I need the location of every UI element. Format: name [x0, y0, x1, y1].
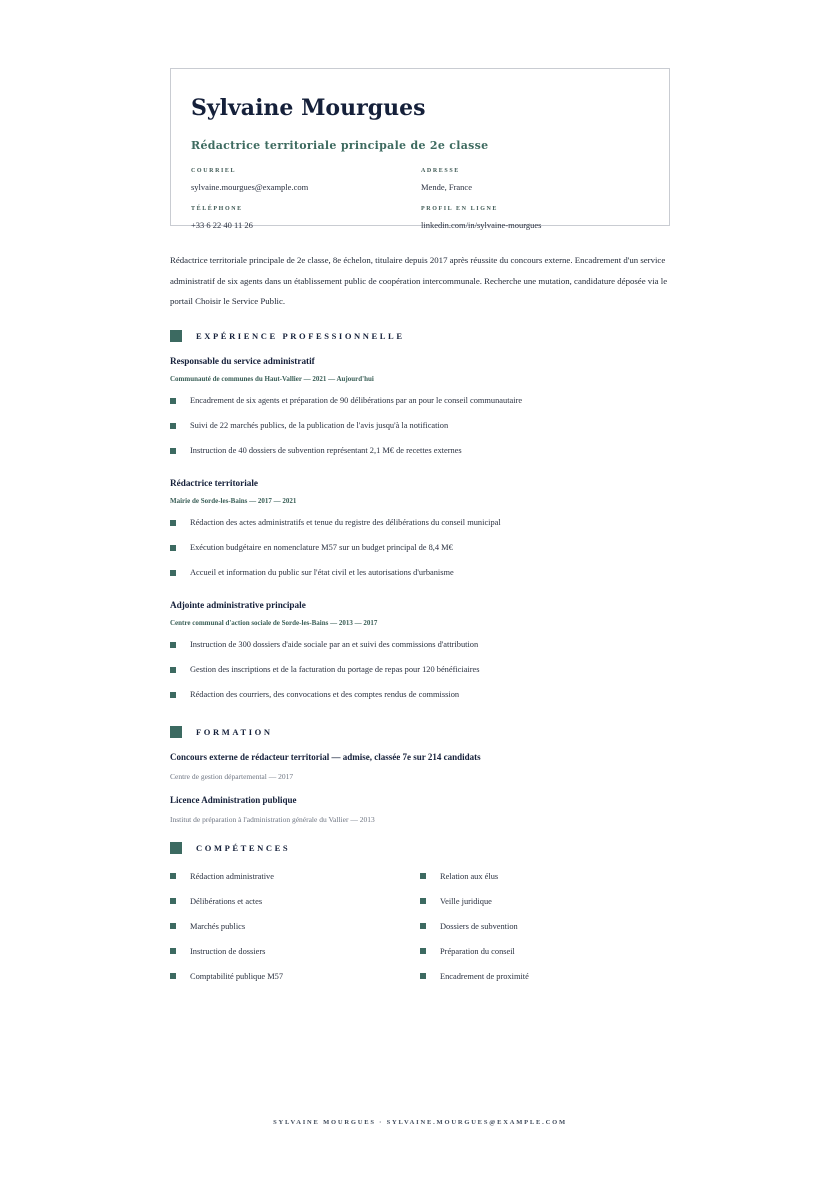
list-item — [170, 658, 670, 683]
job-bullets — [170, 511, 670, 586]
bullet-square-icon — [420, 873, 426, 879]
bullet-text: Accueil et information du public sur l'état civil et les autorisations d'urbanisme — [190, 568, 454, 577]
skill-item — [170, 964, 420, 989]
list-item — [170, 536, 670, 561]
bullet-square-icon — [170, 973, 176, 979]
contact-label: PROFIL EN LIGNE — [421, 206, 499, 212]
job-meta: Mairie de Sorde-les-Bains — 2017 — 2021 — [170, 496, 297, 505]
skill-item — [420, 914, 670, 939]
candidate-name: Sylvaine Mourgues — [191, 95, 426, 121]
bullet-square-icon — [170, 873, 176, 879]
bullet-square-icon — [170, 642, 176, 648]
job-bullets — [170, 633, 670, 708]
education-title: Concours externe de rédacteur territorial — admise, classée 7e sur 214 candidats — [170, 751, 481, 762]
section-square-icon — [170, 330, 182, 342]
contact-address — [421, 168, 651, 206]
skill-item — [170, 939, 420, 964]
contact-label: ADRESSE — [421, 168, 460, 174]
bullet-square-icon — [170, 923, 176, 929]
section-square-icon — [170, 726, 182, 738]
address-value: Mende, France — [421, 182, 472, 192]
profile-summary: Rédactrice territoriale principale de 2e classe, 8e échelon, titulaire depuis 2017 après réussite du concours externe. Encadrement d'un service administratif de six agents dans un établissement public de coopération intercommunale. Recherche une mutation, candidature déposée via le portail Choisir le Service Public. — [170, 255, 668, 306]
skill-text: Marchés publics — [190, 921, 246, 931]
candidate-role: Rédactrice territoriale principale de 2e classe — [191, 139, 489, 152]
bullet-text: Rédaction des courriers, des convocations et des comptes rendus de commission — [190, 690, 460, 699]
list-item — [170, 561, 670, 586]
skill-text: Encadrement de proximité — [440, 971, 529, 981]
phone-value: +33 6 22 40 11 26 — [191, 220, 253, 230]
resume-page — [170, 68, 670, 989]
bullet-square-icon — [170, 898, 176, 904]
job-title: Rédactrice territoriale — [170, 477, 258, 488]
bullet-square-icon — [420, 973, 426, 979]
skill-item — [170, 864, 420, 889]
bullet-text: Encadrement de six agents et préparation de 90 délibérations par an pour le conseil communautaire — [190, 396, 523, 405]
section-header-formation — [170, 726, 670, 738]
skill-text: Rédaction administrative — [190, 871, 274, 881]
section-header-competences — [170, 842, 670, 854]
list-item — [170, 511, 670, 536]
section-header-experience — [170, 330, 670, 342]
skill-item — [420, 939, 670, 964]
job-entry — [170, 600, 670, 708]
job-title: Adjointe administrative principale — [170, 599, 306, 610]
bullet-text: Suivi de 22 marchés publics, de la publication de l'avis jusqu'à la notification — [190, 421, 449, 430]
bullet-square-icon — [170, 545, 176, 551]
skill-text: Relation aux élus — [440, 871, 499, 881]
section-title: FORMATION — [196, 726, 273, 737]
list-item — [170, 633, 670, 658]
contact-label: COURRIEL — [191, 168, 237, 174]
job-meta: Communauté de communes du Haut-Vallier — 2021 — Aujourd'hui — [170, 374, 374, 383]
bullet-text: Gestion des inscriptions et de la facturation du portage de repas pour 120 bénéficiaires — [190, 665, 480, 674]
list-item — [170, 389, 670, 414]
skill-text: Instruction de dossiers — [190, 946, 266, 956]
job-entry — [170, 356, 670, 464]
skill-text: Préparation du conseil — [440, 946, 515, 956]
skill-text: Veille juridique — [440, 896, 492, 906]
education-meta: Institut de préparation à l'administration générale du Vallier — 2013 — [170, 814, 375, 824]
email-value[interactable]: sylvaine.mourgues@example.com — [191, 182, 309, 192]
bullet-square-icon — [170, 667, 176, 673]
profile-link[interactable]: linkedin.com/in/sylvaine-mourgues — [421, 220, 542, 230]
contact-profile — [421, 206, 651, 244]
skill-item — [420, 864, 670, 889]
job-title: Responsable du service administratif — [170, 355, 315, 366]
section-title: EXPÉRIENCE PROFESSIONNELLE — [196, 330, 405, 341]
skill-item — [420, 964, 670, 989]
bullet-square-icon — [420, 898, 426, 904]
bullet-square-icon — [420, 948, 426, 954]
header-card — [170, 68, 670, 230]
job-bullets — [170, 389, 670, 464]
job-meta: Centre communal d'action sociale de Sorde-les-Bains — 2013 — 2017 — [170, 618, 378, 627]
bullet-square-icon — [170, 570, 176, 576]
education-entry — [170, 795, 670, 824]
bullet-square-icon — [170, 448, 176, 454]
skill-text: Dossiers de subvention — [440, 921, 518, 931]
skill-item — [420, 889, 670, 914]
page-footer: SYLVAINE MOURGUES · SYLVAINE.MOURGUES@EXAMPLE.COM — [273, 1119, 567, 1126]
contact-grid — [191, 168, 649, 244]
education-meta: Centre de gestion départemental — 2017 — [170, 771, 294, 781]
bullet-text: Instruction de 300 dossiers d'aide sociale par an et suivi des commissions d'attribution — [190, 640, 479, 649]
contact-phone — [191, 206, 421, 244]
bullet-text: Rédaction des actes administratifs et tenue du registre des délibérations du conseil municipal — [190, 518, 501, 527]
bullet-square-icon — [420, 923, 426, 929]
contact-label: TÉLÉPHONE — [191, 206, 243, 212]
skill-item — [170, 914, 420, 939]
section-square-icon — [170, 842, 182, 854]
job-entry — [170, 478, 670, 586]
bullet-text: Exécution budgétaire en nomenclature M57 sur un budget principal de 8,4 M€ — [190, 543, 453, 552]
bullet-square-icon — [170, 692, 176, 698]
education-title: Licence Administration publique — [170, 794, 297, 805]
bullet-square-icon — [170, 948, 176, 954]
list-item — [170, 683, 670, 708]
bullet-square-icon — [170, 520, 176, 526]
skill-text: Comptabilité publique M57 — [190, 971, 284, 981]
contact-email — [191, 168, 421, 206]
bullet-square-icon — [170, 423, 176, 429]
bullet-square-icon — [170, 398, 176, 404]
section-title: COMPÉTENCES — [196, 842, 291, 853]
list-item — [170, 414, 670, 439]
skills-grid — [170, 864, 670, 989]
education-entry — [170, 752, 670, 781]
bullet-text: Instruction de 40 dossiers de subvention représentant 2,1 M€ de recettes externes — [190, 446, 462, 455]
skill-item — [170, 889, 420, 914]
skill-text: Délibérations et actes — [190, 896, 263, 906]
list-item — [170, 439, 670, 464]
